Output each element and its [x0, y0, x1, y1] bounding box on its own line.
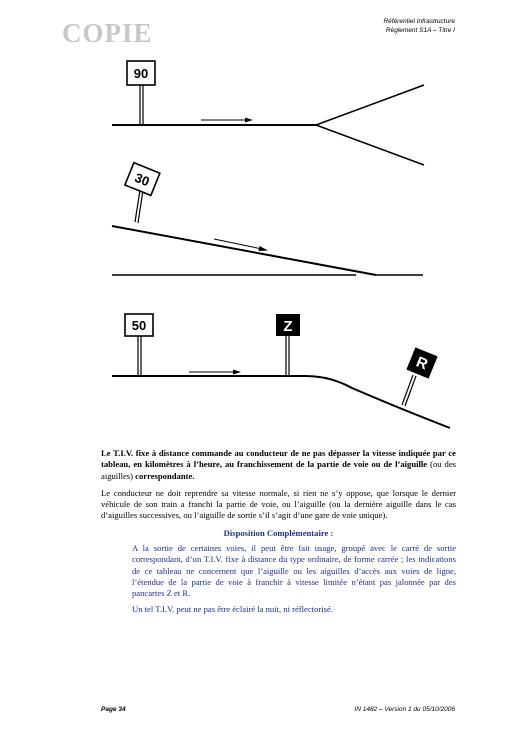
paragraph-1-bold-end: correspondante.: [135, 470, 195, 481]
figure-3-z-r-track: [112, 314, 450, 428]
disposition-paragraph-2: Un tel T.I.V. peut ne pas être éclairé la nuit, ni réflectorisé.: [132, 603, 333, 614]
header-line-2: Règlement S1A – Titre I: [385, 27, 455, 34]
sign-30-label: 30: [132, 169, 152, 190]
sign-50-label: 50: [131, 318, 147, 333]
disposition-body: [132, 543, 456, 615]
page-number: Page 34: [101, 706, 126, 713]
disposition-title: Disposition Complémentaire :: [223, 527, 334, 538]
r-sign-label: R: [413, 353, 431, 374]
paragraph-1-normal: (ou des aiguilles): [101, 459, 456, 481]
direction-arrow-icon: [233, 370, 241, 375]
paragraph-1-bold: Le T.I.V. fixe à distance commande au conducteur de ne pas dépasser la vitesse indiquée par ce tableau, en kilomètres à l’heure, au franchissement de la partie de voie ou de l’aiguille: [101, 448, 456, 470]
z-sign-label: Z: [283, 318, 293, 335]
header-line-1: Référentiel Infrastructure: [383, 18, 455, 25]
body-text: [101, 448, 456, 619]
figure-2-sloped-track: [112, 163, 423, 275]
sign-90-label: 90: [133, 66, 149, 81]
document-version: IN 1482 – Version 1 du 05/10/2006: [354, 706, 455, 713]
paragraph-1: [101, 448, 456, 482]
direction-arrow-icon: [245, 118, 253, 123]
direction-arrow-icon: [259, 246, 269, 251]
disposition-paragraph-1: A la sortie de certaines voies, il peut être fait usage, groupé avec le carré de sortie correspondant, d’un T.I.V. fixe à distance du type ordinaire, de forme carrée ; les indications de ce tableau ne concernent que l’aiguille ou les aiguilles d’accès aux voies de ligne, l’étendue de la partie de voie à franchir à vitesse limitée n’étant pas jalonnée par des pancartes Z et R.: [132, 543, 456, 599]
paragraph-2: Le conducteur ne doit reprendre sa vitesse normale, si rien ne s’y oppose, que lorsque le dernier véhicule de son train a franchi la partie de voie, ou l’aiguille (ou la dernière aiguille dans le cas d’aiguilles successives, ou l’aiguille de sortie s’il s’agit d’une gare de voie unique).: [101, 487, 456, 521]
copie-watermark: COPIE: [62, 18, 153, 48]
figure-1-diverging-track: [112, 61, 424, 165]
